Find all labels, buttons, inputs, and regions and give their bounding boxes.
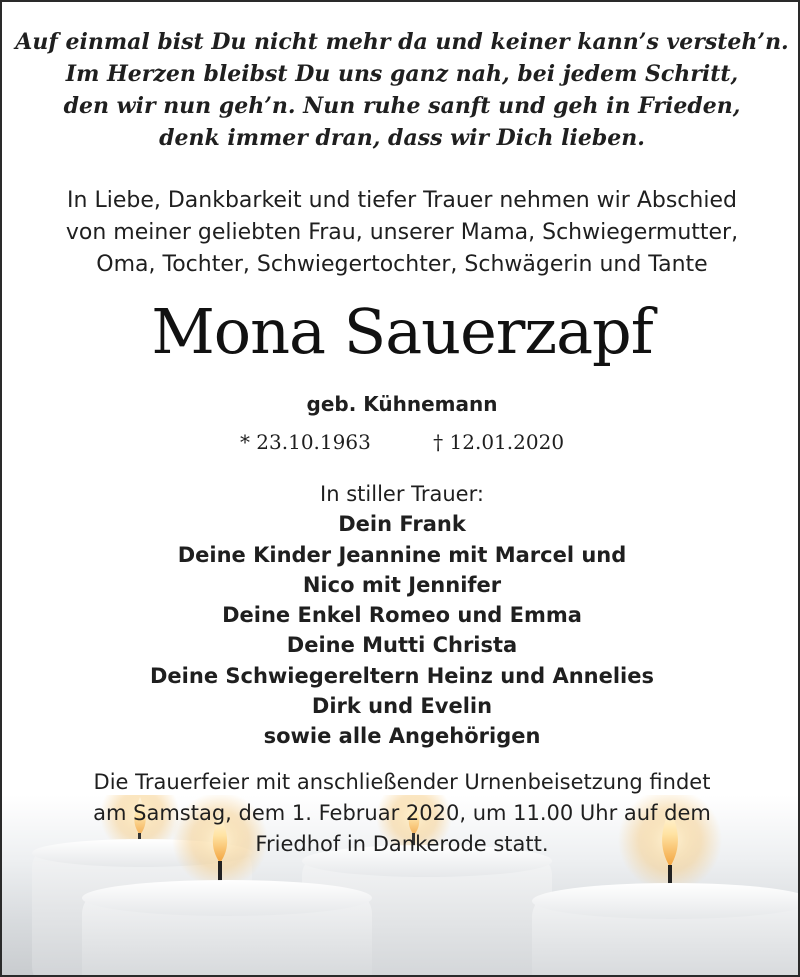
mourner-line: Nico mit Jennifer [302, 572, 502, 597]
intro-text [2, 185, 800, 281]
intro-line: Oma, Tochter, Schwiegertochter, Schwägerin und Tante [96, 252, 708, 277]
birth-name: geb. Kühnemann [306, 392, 498, 416]
intro-line: In Liebe, Dankbarkeit und tiefer Trauer nehmen wir Abschied [67, 188, 737, 213]
service-line: am Samstag, dem 1. Februar 2020, um 11.00 Uhr auf dem [93, 801, 711, 825]
mourner-line: Dirk und Evelin [311, 694, 493, 719]
birth-date: * 23.10.1963 [239, 430, 371, 454]
poem-line: Im Herzen bleibst Du uns ganz nah, bei jedem Schritt, [65, 61, 739, 87]
mourner-line: Deine Mutti Christa [286, 633, 518, 658]
mourner-line: Deine Schwiegereltern Heinz und Annelies [150, 663, 654, 688]
mourners-heading: In stiller Trauer: [320, 482, 484, 506]
poem-line: Auf einmal bist Du nicht mehr da und keiner kann’s versteh’n. [15, 29, 789, 55]
mourner-line: Deine Enkel Romeo und Emma [222, 603, 582, 628]
mourners-list [2, 479, 800, 752]
mourner-line: Dein Frank [338, 512, 466, 537]
poem-line: den wir nun geh’n. Nun ruhe sanft und geh in Frieden, [63, 93, 741, 119]
intro-line: von meiner geliebten Frau, unserer Mama, Schwiegermutter, [65, 220, 739, 245]
mourner-line: sowie alle Angehörigen [263, 724, 541, 749]
life-dates [2, 426, 800, 458]
service-line: Friedhof in Dankerode statt. [255, 832, 549, 856]
mourner-line: Deine Kinder Jeannine mit Marcel und [177, 542, 627, 567]
funeral-service-info [2, 767, 800, 860]
deceased-name: Mona Sauerzapf [151, 295, 653, 368]
death-date: † 12.01.2020 [433, 430, 565, 454]
poem-line: denk immer dran, dass wir Dich lieben. [159, 125, 645, 151]
poem [2, 26, 800, 154]
service-line: Die Trauerfeier mit anschließender Urnenbeisetzung findet [93, 770, 711, 794]
